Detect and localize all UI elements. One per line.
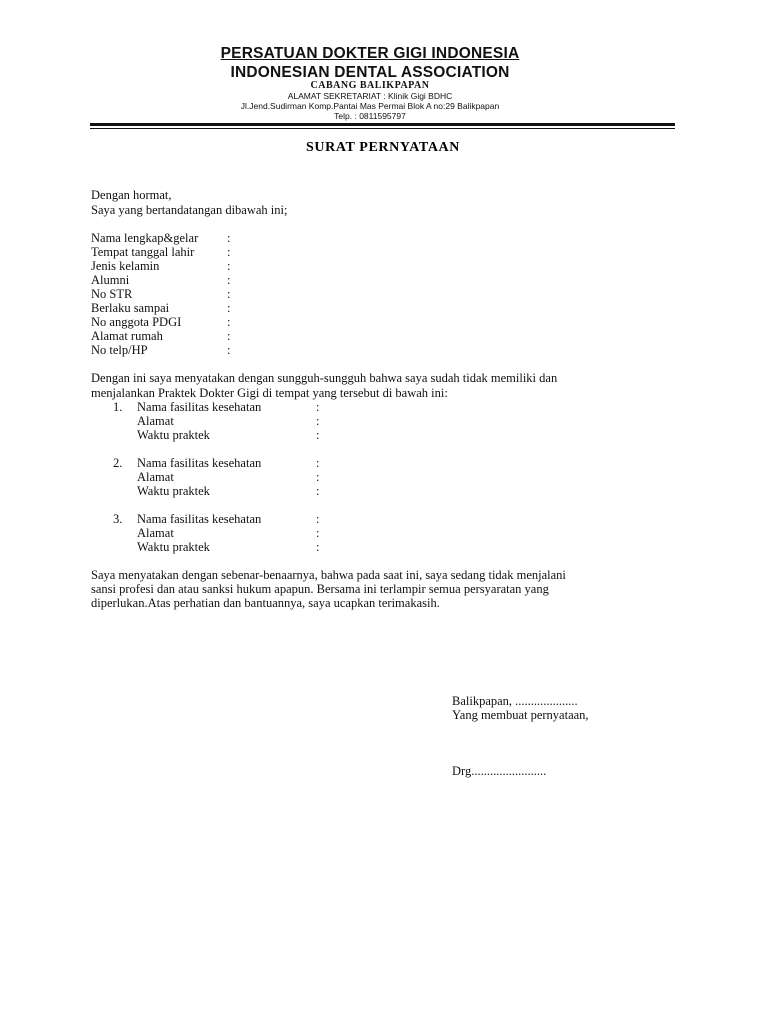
- facility-colon: :: [316, 428, 320, 442]
- field-colon: :: [227, 231, 231, 245]
- facility-colon: :: [316, 456, 320, 470]
- closing-line-2: sansi profesi dan atau sanksi hukum apapun. Bersama ini terlampir semua persyaratan yang: [91, 582, 549, 596]
- document-title: SURAT PERNYATAAN: [306, 140, 460, 155]
- signature-name: Drg........................: [452, 764, 547, 778]
- facility-number: 3.: [113, 512, 123, 526]
- closing-line-3: diperlukan.Atas perhatian dan bantuannya, saya ucapkan terimakasih.: [91, 596, 440, 610]
- field-label: Nama lengkap&gelar: [91, 231, 199, 245]
- facility-name-label: Nama fasilitas kesehatan: [137, 400, 262, 414]
- greeting: Dengan hormat,: [91, 188, 172, 202]
- field-label: Alumni: [91, 273, 130, 287]
- field-colon: :: [227, 259, 231, 273]
- org-name-english: INDONESIAN DENTAL ASSOCIATION: [230, 64, 510, 81]
- facility-colon: :: [316, 414, 320, 428]
- facility-address-label: Alamat: [137, 526, 174, 540]
- statement-line-2: menjalankan Praktek Dokter Gigi di tempat yang tersebut di bawah ini:: [91, 386, 448, 400]
- facility-name-label: Nama fasilitas kesehatan: [137, 512, 262, 526]
- phone-number: Telp. : 0811595797: [334, 111, 406, 121]
- facility-colon: :: [316, 526, 320, 540]
- field-colon: :: [227, 245, 231, 259]
- closing-line-1: Saya menyatakan dengan sebenar-benaarnya, bahwa pada saat ini, saya sedang tidak menjalani: [91, 568, 566, 582]
- facility-number: 2.: [113, 456, 123, 470]
- header-divider-thick: [90, 123, 675, 126]
- field-colon: :: [227, 343, 231, 357]
- facility-time-label: Waktu praktek: [137, 540, 210, 554]
- facility-colon: :: [316, 540, 320, 554]
- facility-time-label: Waktu praktek: [137, 428, 210, 442]
- facility-number: 1.: [113, 400, 123, 414]
- statement-line-1: Dengan ini saya menyatakan dengan sungguh-sungguh bahwa saya sudah tidak memiliki dan: [91, 371, 558, 385]
- facility-address-label: Alamat: [137, 414, 174, 428]
- field-colon: :: [227, 315, 231, 329]
- signature-maker: Yang membuat pernyataan,: [452, 708, 589, 722]
- facility-name-label: Nama fasilitas kesehatan: [137, 456, 262, 470]
- field-label: Jenis kelamin: [91, 259, 160, 273]
- field-colon: :: [227, 273, 231, 287]
- facility-colon: :: [316, 484, 320, 498]
- field-colon: :: [227, 287, 231, 301]
- facility-colon: :: [316, 400, 320, 414]
- field-label: No telp/HP: [91, 343, 148, 357]
- field-label: Alamat rumah: [91, 329, 163, 343]
- street-address: Jl.Jend.Sudirman Komp.Pantai Mas Permai Blok A no:29 Balikpapan: [240, 101, 500, 111]
- signature-place-date: Balikpapan, ....................: [452, 694, 578, 708]
- intro-text: Saya yang bertandatangan dibawah ini;: [91, 203, 288, 217]
- field-label: Berlaku sampai: [91, 301, 170, 315]
- field-colon: :: [227, 301, 231, 315]
- facility-time-label: Waktu praktek: [137, 484, 210, 498]
- header-divider-thin: [90, 128, 675, 129]
- field-colon: :: [227, 329, 231, 343]
- facility-colon: :: [316, 470, 320, 484]
- facility-colon: :: [316, 512, 320, 526]
- branch-name: CABANG BALIKPAPAN: [310, 80, 430, 91]
- field-label: No anggota PDGI: [91, 315, 182, 329]
- field-label: Tempat tanggal lahir: [91, 245, 195, 259]
- secretariat-address: ALAMAT SEKRETARIAT : Klinik Gigi BDHC: [287, 91, 453, 101]
- org-name: PERSATUAN DOKTER GIGI INDONESIA: [220, 45, 520, 62]
- field-label: No STR: [91, 287, 133, 301]
- facility-address-label: Alamat: [137, 470, 174, 484]
